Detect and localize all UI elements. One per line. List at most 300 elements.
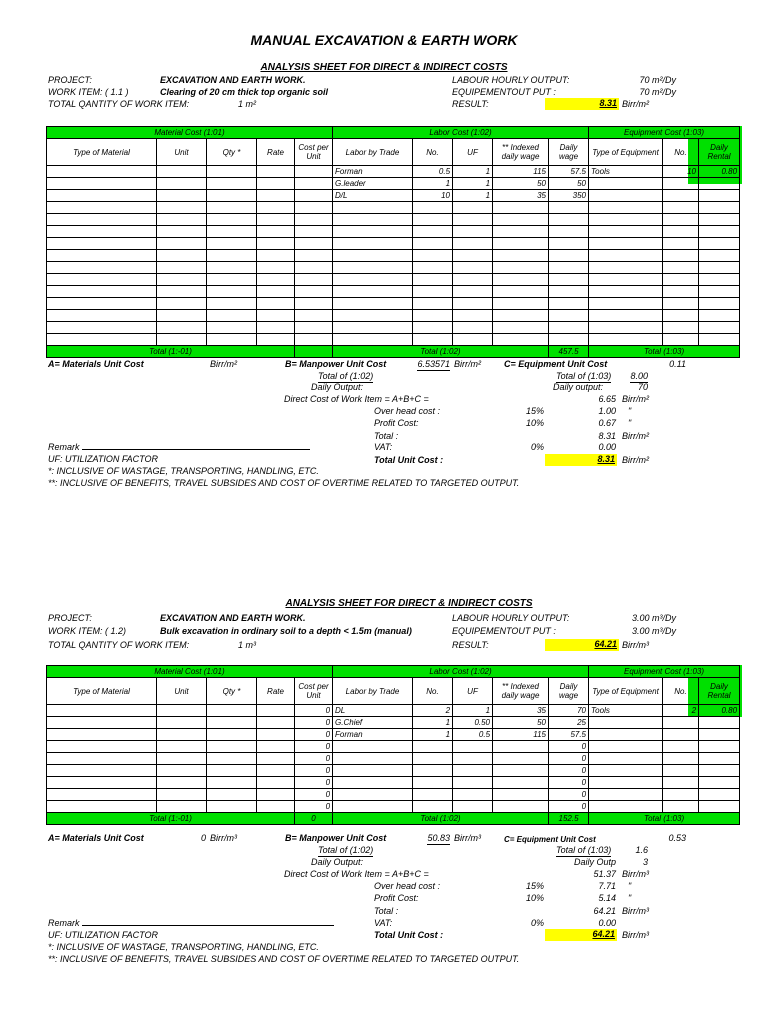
indexed-wage-cell — [493, 202, 549, 214]
equipment-no-cell — [663, 753, 699, 765]
result-value-2: 64.21 — [545, 639, 619, 651]
daily-wage-cell: 25 — [549, 717, 589, 729]
material-cell — [257, 729, 295, 741]
b-manpower-label-2: B= Manpower Unit Cost — [285, 833, 387, 843]
material-cell — [157, 334, 207, 346]
material-cell — [157, 777, 207, 789]
sheet1-cost-table — [46, 126, 740, 358]
profit-value-2: 5.14 — [598, 893, 616, 903]
material-cell — [257, 274, 295, 286]
material-cell — [257, 334, 295, 346]
equipment-type-cell — [589, 214, 663, 226]
total-qty-value: 1 m² — [238, 99, 256, 109]
labor-uf-cell — [453, 214, 493, 226]
equipment-type-cell — [589, 274, 663, 286]
equipment-no-cell — [663, 274, 699, 286]
daily-wage-cell — [549, 262, 589, 274]
overhead-ditto: " — [628, 406, 632, 416]
material-cell — [47, 705, 157, 717]
equip-output-value: 70 m²/Dy — [639, 87, 676, 97]
equipment-type-cell — [589, 286, 663, 298]
material-cell — [47, 741, 157, 753]
labor-no-cell — [413, 310, 453, 322]
material-cell — [207, 777, 257, 789]
material-cell — [157, 250, 207, 262]
equipment-type-cell: Tools — [589, 166, 663, 178]
labor-trade-cell — [333, 789, 413, 801]
material-cell — [157, 178, 207, 190]
labor-uf-cell: 1 — [453, 166, 493, 178]
note-wastage: *: INCLUSIVE OF WASTAGE, TRANSPORTING, HANDLING, ETC. — [48, 466, 319, 476]
labor-no-cell — [413, 753, 453, 765]
equipment-type-cell — [589, 765, 663, 777]
daily-rental-cell: 0.80 — [699, 166, 740, 178]
labor-trade-cell — [333, 322, 413, 334]
labor-no-cell: 0.5 — [413, 166, 453, 178]
result-unit: Birr/m² — [622, 99, 649, 109]
equipment-no-cell — [663, 801, 699, 813]
daily-rental-cell — [699, 250, 740, 262]
result-value: 8.31 — [545, 98, 619, 110]
profit-label: Profit Cost: — [374, 418, 419, 428]
labor-uf-cell: 1 — [453, 178, 493, 190]
col-type-equipment: Type of Equipment — [589, 139, 663, 166]
equipment-type-cell — [589, 334, 663, 346]
total-unit-cost-label-2: Total Unit Cost : — [374, 930, 444, 940]
table-row — [47, 214, 740, 226]
col-rate: Rate — [257, 678, 295, 705]
profit-pct: 10% — [525, 418, 544, 428]
material-cell — [257, 777, 295, 789]
material-cell — [207, 729, 257, 741]
labor-uf-cell — [453, 777, 493, 789]
labor-uf-cell — [453, 334, 493, 346]
result-label: RESULT: — [452, 99, 489, 109]
labor-trade-cell — [333, 298, 413, 310]
labor-no-cell — [413, 789, 453, 801]
material-cost-header: Material Cost (1:01) — [47, 666, 333, 678]
overhead-value-2: 7.71 — [598, 881, 616, 891]
labor-uf-cell — [453, 202, 493, 214]
material-cell — [157, 202, 207, 214]
indexed-wage-cell — [493, 741, 549, 753]
daily-wage-cell: 70 — [549, 705, 589, 717]
equipment-type-cell — [589, 753, 663, 765]
material-cell — [47, 226, 157, 238]
labor-uf-cell — [453, 226, 493, 238]
material-cell — [207, 298, 257, 310]
labor-trade-cell — [333, 238, 413, 250]
equipment-type-cell — [589, 262, 663, 274]
col-indexed-wage: ** Indexed daily wage — [493, 678, 549, 705]
a-materials-unit-2: Birr/m³ — [210, 833, 237, 843]
material-cell — [207, 753, 257, 765]
daily-wage-cell: 0 — [549, 753, 589, 765]
equipment-no-cell — [663, 729, 699, 741]
labor-trade-cell — [333, 777, 413, 789]
daily-wage-cell: 50 — [549, 178, 589, 190]
material-cell — [47, 717, 157, 729]
col-type-material: Type of Material — [47, 678, 157, 705]
indexed-wage-cell: 115 — [493, 729, 549, 741]
labor-no-cell: 1 — [413, 178, 453, 190]
material-cell — [257, 765, 295, 777]
material-cell — [157, 298, 207, 310]
col-equip-no: No. — [663, 678, 699, 705]
material-cell — [257, 741, 295, 753]
equipment-no-cell — [663, 286, 699, 298]
table-row — [47, 202, 740, 214]
note-benefits-2: **: INCLUSIVE OF BENEFITS, TRAVEL SUBSIDES AND COST OF OVERTIME RELATED TO TARGETED OUTPUT. — [48, 954, 520, 964]
material-cell — [157, 801, 207, 813]
cost-per-unit-cell: 0 — [295, 705, 333, 717]
col-labor-no: No. — [413, 139, 453, 166]
table-row — [47, 765, 740, 777]
table-row — [47, 226, 740, 238]
daily-wage-cell: 57.5 — [549, 166, 589, 178]
equipment-type-cell — [589, 777, 663, 789]
total-102-value: 457.5 — [549, 346, 589, 358]
b-manpower-unit-2: Birr/m³ — [454, 833, 481, 843]
material-cell — [207, 166, 257, 178]
labor-no-cell — [413, 250, 453, 262]
cost-per-unit-cell — [295, 274, 333, 286]
indexed-wage-cell — [493, 322, 549, 334]
c-equipment-value-2: 0.53 — [668, 833, 686, 843]
table-row — [47, 238, 740, 250]
overhead-label-2: Over head cost : — [374, 881, 441, 891]
indexed-wage-cell: 50 — [493, 178, 549, 190]
indexed-wage-cell — [493, 789, 549, 801]
labor-uf-cell — [453, 298, 493, 310]
indexed-wage-cell: 35 — [493, 705, 549, 717]
labor-trade-cell: D/L — [333, 190, 413, 202]
daily-wage-cell: 0 — [549, 777, 589, 789]
total-label: Total : — [374, 431, 399, 441]
daily-rental-cell — [699, 765, 740, 777]
total-label-2: Total : — [374, 906, 399, 916]
work-item-label-2: WORK ITEM: ( 1.2) — [48, 626, 127, 636]
total-103-label: Total (1:03) — [589, 346, 740, 358]
indexed-wage-cell — [493, 310, 549, 322]
material-cell — [257, 166, 295, 178]
total-102-label: Total of (1:02) — [318, 371, 374, 381]
material-cell — [157, 765, 207, 777]
table-row — [47, 717, 740, 729]
daily-wage-cell — [549, 334, 589, 346]
daily-rental-cell — [699, 178, 740, 190]
labor-trade-cell — [333, 250, 413, 262]
material-cell — [47, 765, 157, 777]
material-cell — [257, 262, 295, 274]
equipment-type-cell — [589, 238, 663, 250]
total-102-label-2: Total of (1:02) — [318, 845, 374, 855]
work-item-value: Clearing of 20 cm thick top organic soil — [160, 87, 329, 97]
cost-per-unit-cell — [295, 322, 333, 334]
labor-uf-cell — [453, 286, 493, 298]
col-daily-wage: Daily wage — [549, 139, 589, 166]
a-materials-label: A= Materials Unit Cost — [48, 359, 144, 369]
indexed-wage-cell — [493, 777, 549, 789]
remark-label: Remark — [48, 442, 310, 453]
total-qty-label: TOTAL QANTITY OF WORK ITEM: — [48, 99, 190, 109]
table-row — [47, 178, 740, 190]
table-row — [47, 166, 740, 178]
total-101-label: Total (1:-01) — [47, 346, 295, 358]
equipment-no-cell — [663, 789, 699, 801]
labor-trade-cell — [333, 753, 413, 765]
equipment-cost-header: Equipment Cost (1:03) — [589, 127, 740, 139]
col-daily-rental: Daily Rental — [699, 139, 740, 166]
direct-cost-unit-2: Birr/m³ — [622, 869, 649, 879]
daily-wage-cell — [549, 310, 589, 322]
labor-uf-cell — [453, 238, 493, 250]
daily-wage-cell — [549, 226, 589, 238]
equipment-no-cell — [663, 310, 699, 322]
daily-wage-cell — [549, 286, 589, 298]
col-type-equipment: Type of Equipment — [589, 678, 663, 705]
indexed-wage-cell: 50 — [493, 717, 549, 729]
equipment-no-cell — [663, 741, 699, 753]
cost-per-unit-cell — [295, 250, 333, 262]
cost-per-unit-cell: 0 — [295, 729, 333, 741]
page-title: MANUAL EXCAVATION & EARTH WORK — [250, 32, 518, 48]
table-row — [47, 334, 740, 346]
remark-label-2: Remark — [48, 918, 334, 929]
material-cell — [207, 322, 257, 334]
col-cost-per-unit: Cost per Unit — [295, 678, 333, 705]
labor-uf-cell — [453, 274, 493, 286]
sheet1-subtitle: ANALYSIS SHEET FOR DIRECT & INDIRECT COSTS — [260, 62, 508, 73]
material-cell — [47, 801, 157, 813]
labor-no-cell — [413, 214, 453, 226]
daily-rental-cell — [699, 717, 740, 729]
b-manpower-value: 6.53571 — [417, 359, 450, 369]
cost-per-unit-cell — [295, 178, 333, 190]
total-103-label: Total (1:03) — [589, 813, 740, 825]
labor-uf-cell — [453, 262, 493, 274]
equipment-no-cell — [663, 238, 699, 250]
equip-output-label-2: EQUIPEMENTOUT PUT : — [452, 626, 556, 636]
material-cell — [157, 166, 207, 178]
daily-rental-cell — [699, 214, 740, 226]
daily-rental-cell — [699, 262, 740, 274]
cost-per-unit-cell — [295, 238, 333, 250]
equipment-type-cell — [589, 178, 663, 190]
material-cell — [47, 310, 157, 322]
labor-trade-cell: Forman — [333, 166, 413, 178]
col-type-material: Type of Material — [47, 139, 157, 166]
material-cell — [207, 214, 257, 226]
material-cell — [207, 334, 257, 346]
labour-output-label-2: LABOUR HOURLY OUTPUT: — [452, 613, 570, 623]
labor-no-cell — [413, 765, 453, 777]
material-cell — [257, 178, 295, 190]
cost-per-unit-cell — [295, 310, 333, 322]
equipment-type-cell: Tools — [589, 705, 663, 717]
result-label-2: RESULT: — [452, 640, 489, 650]
total-qty-value-2: 1 m³ — [238, 640, 256, 650]
labor-no-cell — [413, 202, 453, 214]
labor-uf-cell — [453, 322, 493, 334]
total-unit-cost-label: Total Unit Cost : — [374, 455, 444, 465]
daily-rental-cell — [699, 789, 740, 801]
labor-trade-cell — [333, 286, 413, 298]
direct-cost-label-2: Direct Cost of Work Item = A+B+C = — [284, 869, 429, 879]
material-cell — [257, 250, 295, 262]
table-row — [47, 310, 740, 322]
material-cell — [207, 286, 257, 298]
material-cell — [47, 274, 157, 286]
indexed-wage-cell — [493, 226, 549, 238]
equipment-no-cell — [663, 765, 699, 777]
daily-wage-cell: 0 — [549, 789, 589, 801]
labor-trade-cell — [333, 214, 413, 226]
daily-rental-cell — [699, 753, 740, 765]
daily-rental-cell — [699, 801, 740, 813]
labor-trade-cell: DL — [333, 705, 413, 717]
overhead-value: 1.00 — [598, 406, 616, 416]
indexed-wage-cell — [493, 238, 549, 250]
labor-trade-cell — [333, 202, 413, 214]
direct-cost-unit: Birr/m² — [622, 394, 649, 404]
equip-output-value-2: 3.00 m³/Dy — [631, 626, 676, 636]
cost-per-unit-cell — [295, 262, 333, 274]
table-row — [47, 298, 740, 310]
total-102-label: Total (1:02) — [333, 346, 549, 358]
equipment-no-cell — [663, 262, 699, 274]
material-cell — [47, 753, 157, 765]
material-cell — [257, 226, 295, 238]
material-cell — [257, 789, 295, 801]
equipment-no-cell — [663, 717, 699, 729]
project-value: EXCAVATION AND EARTH WORK. — [160, 75, 306, 85]
total-101-value — [295, 346, 333, 358]
equipment-no-cell — [663, 777, 699, 789]
col-unit: Unit — [157, 678, 207, 705]
labor-cost-header: Labor Cost (1:02) — [333, 666, 589, 678]
sheet2-subtitle: ANALYSIS SHEET FOR DIRECT & INDIRECT COSTS — [285, 598, 533, 609]
labor-trade-cell — [333, 741, 413, 753]
material-cell — [257, 801, 295, 813]
total-102-label: Total (1:02) — [333, 813, 549, 825]
profit-ditto-2: " — [628, 893, 632, 903]
labour-output-label: LABOUR HOURLY OUTPUT: — [452, 75, 570, 85]
daily-wage-cell: 57.5 — [549, 729, 589, 741]
equipment-cost-header: Equipment Cost (1:03) — [589, 666, 740, 678]
daily-rental-cell — [699, 298, 740, 310]
total-unit: Birr/m² — [622, 431, 649, 441]
equipment-type-cell — [589, 717, 663, 729]
daily-wage-cell: 0 — [549, 801, 589, 813]
labor-no-cell — [413, 226, 453, 238]
col-indexed-wage: ** Indexed daily wage — [493, 139, 549, 166]
cost-per-unit-cell: 0 — [295, 765, 333, 777]
equipment-no-cell — [663, 250, 699, 262]
a-materials-label-2: A= Materials Unit Cost — [48, 833, 144, 843]
material-cell — [257, 705, 295, 717]
daily-wage-cell — [549, 250, 589, 262]
cost-per-unit-cell — [295, 214, 333, 226]
material-cell — [257, 238, 295, 250]
equipment-no-cell — [663, 298, 699, 310]
labor-no-cell — [413, 741, 453, 753]
equipment-no-cell — [663, 322, 699, 334]
daily-wage-cell — [549, 298, 589, 310]
labor-no-cell — [413, 262, 453, 274]
cost-per-unit-cell — [295, 166, 333, 178]
material-cell — [157, 274, 207, 286]
indexed-wage-cell — [493, 801, 549, 813]
col-qty: Qty * — [207, 139, 257, 166]
labor-trade-cell — [333, 310, 413, 322]
material-cell — [257, 310, 295, 322]
table-row — [47, 789, 740, 801]
note-wastage-2: *: INCLUSIVE OF WASTAGE, TRANSPORTING, HANDLING, ETC. — [48, 942, 319, 952]
project-label: PROJECT: — [48, 75, 92, 85]
direct-cost-value: 6.65 — [598, 394, 616, 404]
indexed-wage-cell — [493, 765, 549, 777]
labor-uf-cell — [453, 765, 493, 777]
material-cell — [157, 322, 207, 334]
equipment-type-cell — [589, 789, 663, 801]
b-manpower-unit: Birr/m² — [454, 359, 481, 369]
col-rate: Rate — [257, 139, 295, 166]
col-labor-trade: Labor by Trade — [333, 678, 413, 705]
equipment-type-cell — [589, 801, 663, 813]
total-101-value: 0 — [295, 813, 333, 825]
table-row — [47, 753, 740, 765]
material-cell — [157, 729, 207, 741]
c-equipment-label-2: C= Equipment Unit Cost — [504, 835, 596, 844]
indexed-wage-cell — [493, 274, 549, 286]
equipment-type-cell — [589, 310, 663, 322]
labor-trade-cell: G.Chief — [333, 717, 413, 729]
equipment-type-cell — [589, 226, 663, 238]
material-cell — [207, 741, 257, 753]
material-cell — [207, 190, 257, 202]
daily-wage-cell — [549, 322, 589, 334]
project-label-2: PROJECT: — [48, 613, 92, 623]
daily-wage-cell: 350 — [549, 190, 589, 202]
labor-trade-cell — [333, 274, 413, 286]
labor-uf-cell: 0.5 — [453, 729, 493, 741]
total-102-value: 152.5 — [549, 813, 589, 825]
labor-trade-cell: G.leader — [333, 178, 413, 190]
col-cost-per-unit: Cost per Unit — [295, 139, 333, 166]
labor-no-cell: 1 — [413, 717, 453, 729]
daily-rental-cell — [699, 322, 740, 334]
material-cell — [207, 274, 257, 286]
cost-per-unit-cell: 0 — [295, 777, 333, 789]
labor-trade-cell — [333, 226, 413, 238]
equipment-no-cell — [663, 202, 699, 214]
material-cell — [47, 238, 157, 250]
overhead-pct: 15% — [525, 406, 544, 416]
daily-output-label: Daily Output: — [311, 382, 364, 392]
labor-uf-cell — [453, 310, 493, 322]
material-cell — [47, 298, 157, 310]
material-cell — [257, 298, 295, 310]
daily-rental-cell — [699, 741, 740, 753]
labor-no-cell: 1 — [413, 729, 453, 741]
labor-uf-cell — [453, 753, 493, 765]
table-row — [47, 286, 740, 298]
labor-no-cell — [413, 334, 453, 346]
labor-no-cell — [413, 322, 453, 334]
material-cell — [47, 729, 157, 741]
equipment-type-cell — [589, 250, 663, 262]
